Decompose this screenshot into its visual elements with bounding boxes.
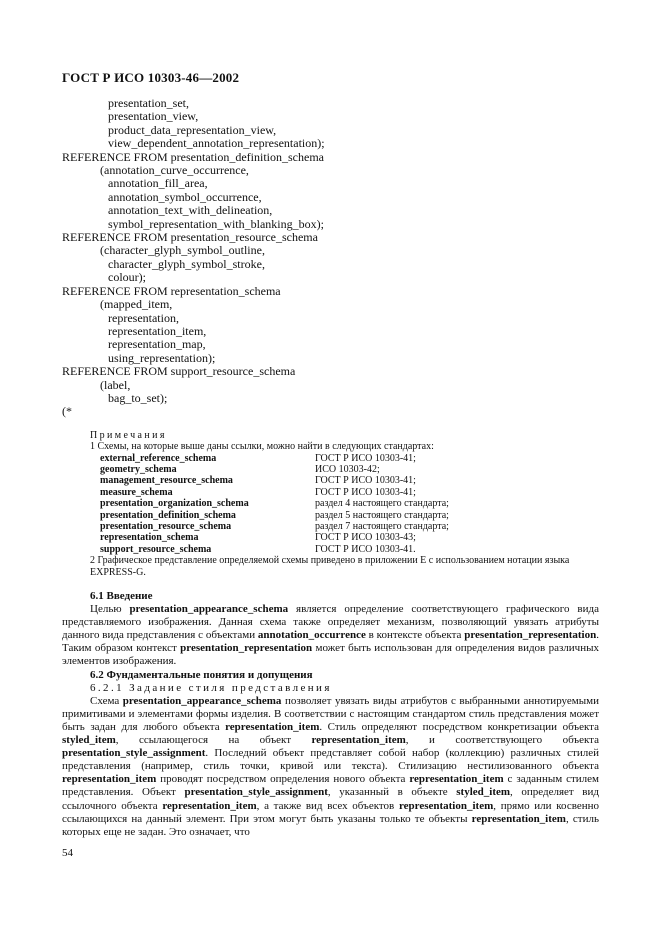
term: representation_item [62, 773, 157, 786]
code-line: (mapped_item, [100, 297, 173, 312]
schema-name: representation_schema [100, 532, 199, 544]
code-line: product_data_representation_view, [108, 122, 277, 137]
express-code-block [62, 97, 622, 419]
term: styled_item [456, 786, 511, 799]
code-line: representation_map, [108, 337, 206, 352]
term: representation_item [162, 799, 257, 812]
term: presentation_style_assignment [62, 747, 206, 760]
term: styled_item [62, 734, 116, 747]
table-row [100, 487, 449, 498]
code-line: REFERENCE FROM presentation_definition_schema [62, 149, 324, 164]
term: representation_item [409, 773, 504, 786]
code-line: (annotation_curve_occurrence, [100, 163, 249, 178]
code-line: colour); [108, 270, 146, 285]
text-run: позволяет увязать виды атрибутов с выбранными аннотируемыми примитивами и элементами формы изделия. В соответствии с настоящим стандартом стиль представления может быть задан для любого объекта [62, 694, 599, 733]
table-row [100, 475, 449, 486]
schema-name: presentation_organization_schema [100, 498, 249, 510]
table-row [100, 498, 449, 509]
code-line: REFERENCE FROM presentation_resource_schema [62, 230, 318, 245]
note2: 2 Графическое представление определяемой схемы приведено в приложении Е с использованием нотации языка EXPRESS-G. [90, 555, 570, 578]
table-row [100, 510, 449, 521]
schema-name: measure_schema [100, 486, 173, 498]
schema-source: ГОСТ Р ИСО 10303-41; [315, 475, 416, 487]
text-run: . Стиль определяют посредством конкретизации объекта [319, 720, 599, 733]
text-run: проводят посредством определения нового объекта [156, 773, 410, 786]
code-line: using_representation); [108, 350, 216, 365]
term: presentation_style_assignment [184, 786, 328, 799]
text-run: , и соответствующего объекта [405, 734, 599, 747]
standard-header: ГОСТ Р ИСО 10303-46—2002 [62, 70, 240, 85]
section-6-1-paragraph [62, 603, 599, 668]
schema-source: раздел 7 настоящего стандарта; [315, 521, 449, 533]
term: representation_item [225, 720, 320, 733]
schema-name: support_resource_schema [100, 543, 212, 555]
notes-block [90, 430, 600, 578]
term: presentation_representation [464, 629, 597, 642]
notes-heading: Примечания [90, 430, 167, 441]
code-line: (* [62, 404, 72, 419]
text-run: . Последний объект представляет собой набор (коллекцию) различных стилей представления (например, стиль точки, кривой или текста). Стилизацию нестилизованного объекта [62, 747, 599, 773]
schema-source: раздел 5 настоящего стандарта; [315, 509, 449, 521]
text-run: , прямо или косвенно ссылающихся на данный элемент. При этом могут быть указаны только те объекты [62, 799, 599, 825]
text-run: с заданным стилем представления. Объект [62, 773, 600, 799]
table-row [100, 521, 449, 532]
text-run: , определяет вид ссылочного объекта [62, 786, 599, 812]
term: annotation_occurrence [257, 629, 366, 642]
term: presentation_representation [180, 642, 313, 655]
schema-name: management_resource_schema [100, 475, 233, 487]
schema-source: ГОСТ Р ИСО 10303-41; [315, 452, 416, 464]
schema-reference-table [100, 453, 449, 556]
schema-name: geometry_schema [100, 464, 177, 475]
text-run: , а также вид всех объектов [256, 799, 399, 812]
code-line: (label, [100, 377, 131, 392]
text-run: в контексте объекта [365, 629, 465, 642]
section-6-2-1-paragraph [62, 695, 599, 839]
section-6-2-title: 6.2 Фундаментальные понятия и допущения [90, 668, 313, 681]
text-run: может быть использован для определения видов различных элементов изображения. [62, 642, 599, 668]
page-number: 54 [62, 847, 73, 859]
code-line: annotation_text_with_delineation, [108, 203, 273, 218]
text-run: , стиль которых еще не задан. Это означает, что [62, 812, 599, 838]
code-line: symbol_representation_with_blanking_box); [108, 216, 324, 231]
note1-intro: 1 Схемы, на которые выше даны ссылки, можно найти в следующих стандартах: [90, 441, 434, 453]
schema-name: presentation_resource_schema [100, 521, 232, 533]
text-run: Целью [90, 603, 130, 616]
code-line: presentation_view, [108, 109, 199, 124]
code-line: REFERENCE FROM support_resource_schema [62, 364, 296, 379]
code-line: annotation_symbol_occurrence, [108, 189, 262, 204]
body-text [62, 590, 599, 839]
code-line: bag_to_set); [108, 390, 168, 405]
section-6-2-1-title: 6.2.1 Задание стиля представления [90, 681, 332, 694]
table-row [100, 453, 449, 464]
table-row [100, 464, 449, 475]
schema-name: external_reference_schema [100, 452, 217, 464]
schema-source: ГОСТ Р ИСО 10303-43; [315, 532, 416, 544]
code-line: presentation_set, [108, 96, 189, 110]
schema-name: presentation_definition_schema [100, 509, 236, 521]
schema-source: ГОСТ Р ИСО 10303-41; [315, 486, 416, 498]
code-line: REFERENCE FROM representation_schema [62, 283, 281, 298]
term: presentation_appearance_schema [129, 603, 289, 616]
code-line: character_glyph_symbol_stroke, [108, 256, 265, 271]
table-row [100, 532, 449, 543]
term: representation_item [471, 812, 566, 825]
schema-source: раздел 4 настоящего стандарта; [315, 498, 449, 510]
schema-source: ИСО 10303-42; [315, 464, 380, 475]
text-run: , указанный в объекте [327, 786, 457, 799]
code-line: annotation_fill_area, [108, 176, 208, 191]
text-run: Схема [90, 694, 123, 707]
table-row [100, 544, 449, 555]
text-run: . Таким образом контекст [62, 629, 599, 655]
code-line: representation, [108, 310, 179, 325]
section-6-1-title: 6.1 Введение [90, 590, 153, 602]
text-run: является определение соответствующего графического вида представляемого изображения. Данная схема также определяет механизм, позволяющий увязать атрибуты данного вида представления с объектами [62, 603, 599, 642]
term: representation_item [311, 734, 406, 747]
code-line: view_dependent_annotation_representation); [108, 136, 325, 151]
term: representation_item [398, 799, 494, 812]
code-line: (character_glyph_symbol_outline, [100, 243, 265, 258]
code-line: representation_item, [108, 323, 207, 338]
schema-source: ГОСТ Р ИСО 10303-41. [315, 543, 416, 555]
term: presentation_appearance_schema [122, 694, 282, 707]
text-run: , ссылающегося на объект [115, 734, 312, 747]
